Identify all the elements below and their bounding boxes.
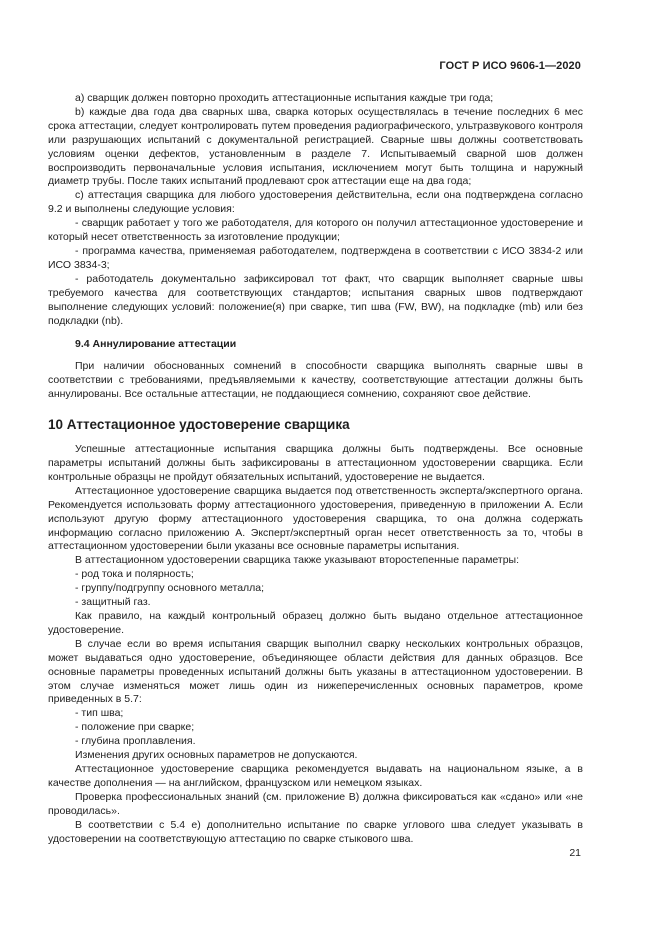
- paragraph: Аттестационное удостоверение сварщика рекомендуется выдавать на национальном языке, а в качестве дополнения — на английском, французском или немецком языках.: [48, 762, 583, 789]
- paragraph: c) аттестация сварщика для любого удостоверения действительна, если она подтверждена согласно 9.2 и выполнены следующие условия:: [48, 189, 583, 216]
- subsection-heading: 9.4 Аннулирование аттестации: [75, 338, 237, 351]
- paragraph: В соответствии с 5.4 е) дополнительно испытание по сварке углового шва следует указывать в удостоверении на соответствующую аттестацию по сварке стыкового шва.: [48, 818, 583, 845]
- list-item: - группу/подгруппу основного металла;: [75, 582, 265, 595]
- section-heading: 10 Аттестационное удостоверение сварщика: [48, 417, 350, 433]
- paragraph: В аттестационном удостоверении сварщика также указывают второстепенные параметры:: [75, 554, 520, 567]
- paragraph: При наличии обоснованных сомнений в способности сварщика выполнять сварные швы в соответствии с требованиями, предъявляемыми к качеству, соответствующие аттестации должны быть аннулированы. Все остальные аттестации, не поддающиеся сомнению, сохраняют свое действие.: [48, 360, 583, 401]
- paragraph: Как правило, на каждый контрольный образец должно быть выдано отдельное аттестационное удостоверение.: [48, 610, 583, 636]
- list-item: - защитный газ.: [75, 596, 151, 609]
- document-body: [48, 92, 583, 846]
- list-item: - род тока и полярность;: [75, 568, 194, 581]
- list-item: - положение при сварке;: [75, 721, 195, 734]
- list-item: - сварщик работает у того же работодателя, для которого он получил аттестационное удостоверение и который несет ответственность за изготовление продукции;: [48, 217, 583, 244]
- page-number: 21: [569, 847, 581, 859]
- paragraph: В случае если во время испытания сварщик выполнил сварку нескольких контрольных образцов, может выдаваться одно удостоверение, объединяющее области действия для данных образцов. Все основные параметры проведенных испытаний должны быть указаны в аттестационном удостоверении. В этом случае изменяться может лишь один из нижеперечисленных основных параметров, кроме приведенных в 5.7:: [48, 637, 583, 706]
- paragraph: b) каждые два года два сварных шва, сварка которых осуществлялась в течение последних 6 мес срока аттестации, следует контролировать путем проведения радиографического, ультразвукового контроля или разрушающих испытаний с документальной регистрацией. Сварные швы должны соответствовать условиям оценки дефектов, установленным в разделе 7. Испытываемый сварной шов должен воспроизводить первоначальные условия испытания, исключением могут быть толщина и наружный диаметр трубы. После таких испытаний продлевают срок аттестации еще на два года;: [48, 105, 583, 188]
- list-item: - тип шва;: [75, 707, 124, 720]
- list-item: - программа качества, применяемая работодателем, подтверждена в соответствии с ИСО 3834-2 или ИСО 3834-3;: [48, 244, 583, 271]
- paragraph: Проверка профессиональных знаний (см. приложение В) должна фиксироваться как «сдано» или «не проводилась».: [48, 790, 583, 817]
- paragraph: Успешные аттестационные испытания сварщика должны быть подтверждены. Все основные параметры испытаний должны быть зафиксированы в аттестационном удостоверении сварщика. Если контрольные образцы не пройдут обязательных испытаний, удостоверение не выдается.: [48, 443, 583, 483]
- list-item: - работодатель документально зафиксировал тот факт, что сварщик выполняет сварные швы требуемого качества для соответствующих стандартов; испытания сварных швов подтверждают выполнение следующих условий: положение(я) при сварке, тип шва (FW, BW), на подкладке (mb) или без подкладки (nb).: [48, 272, 583, 327]
- list-item: - глубина проплавления.: [75, 735, 196, 748]
- document-header: ГОСТ Р ИСО 9606-1—2020: [439, 60, 581, 72]
- paragraph: Изменения других основных параметров не допускаются.: [75, 749, 358, 762]
- paragraph: a) сварщик должен повторно проходить аттестационные испытания каждые три года;: [75, 92, 494, 104]
- paragraph: Аттестационное удостоверение сварщика выдается под ответственность эксперта/экспертного органа. Рекомендуется использовать форму аттестационного удостоверения, приведенную в приложении А. Если используют другую форму аттестационного удостоверения сварщика, то она должна содержать информацию согласно приложению А. Эксперт/экспертный орган несет ответственность за то, чтобы в аттестационном удостоверении были указаны все основные параметры испытания.: [48, 484, 583, 553]
